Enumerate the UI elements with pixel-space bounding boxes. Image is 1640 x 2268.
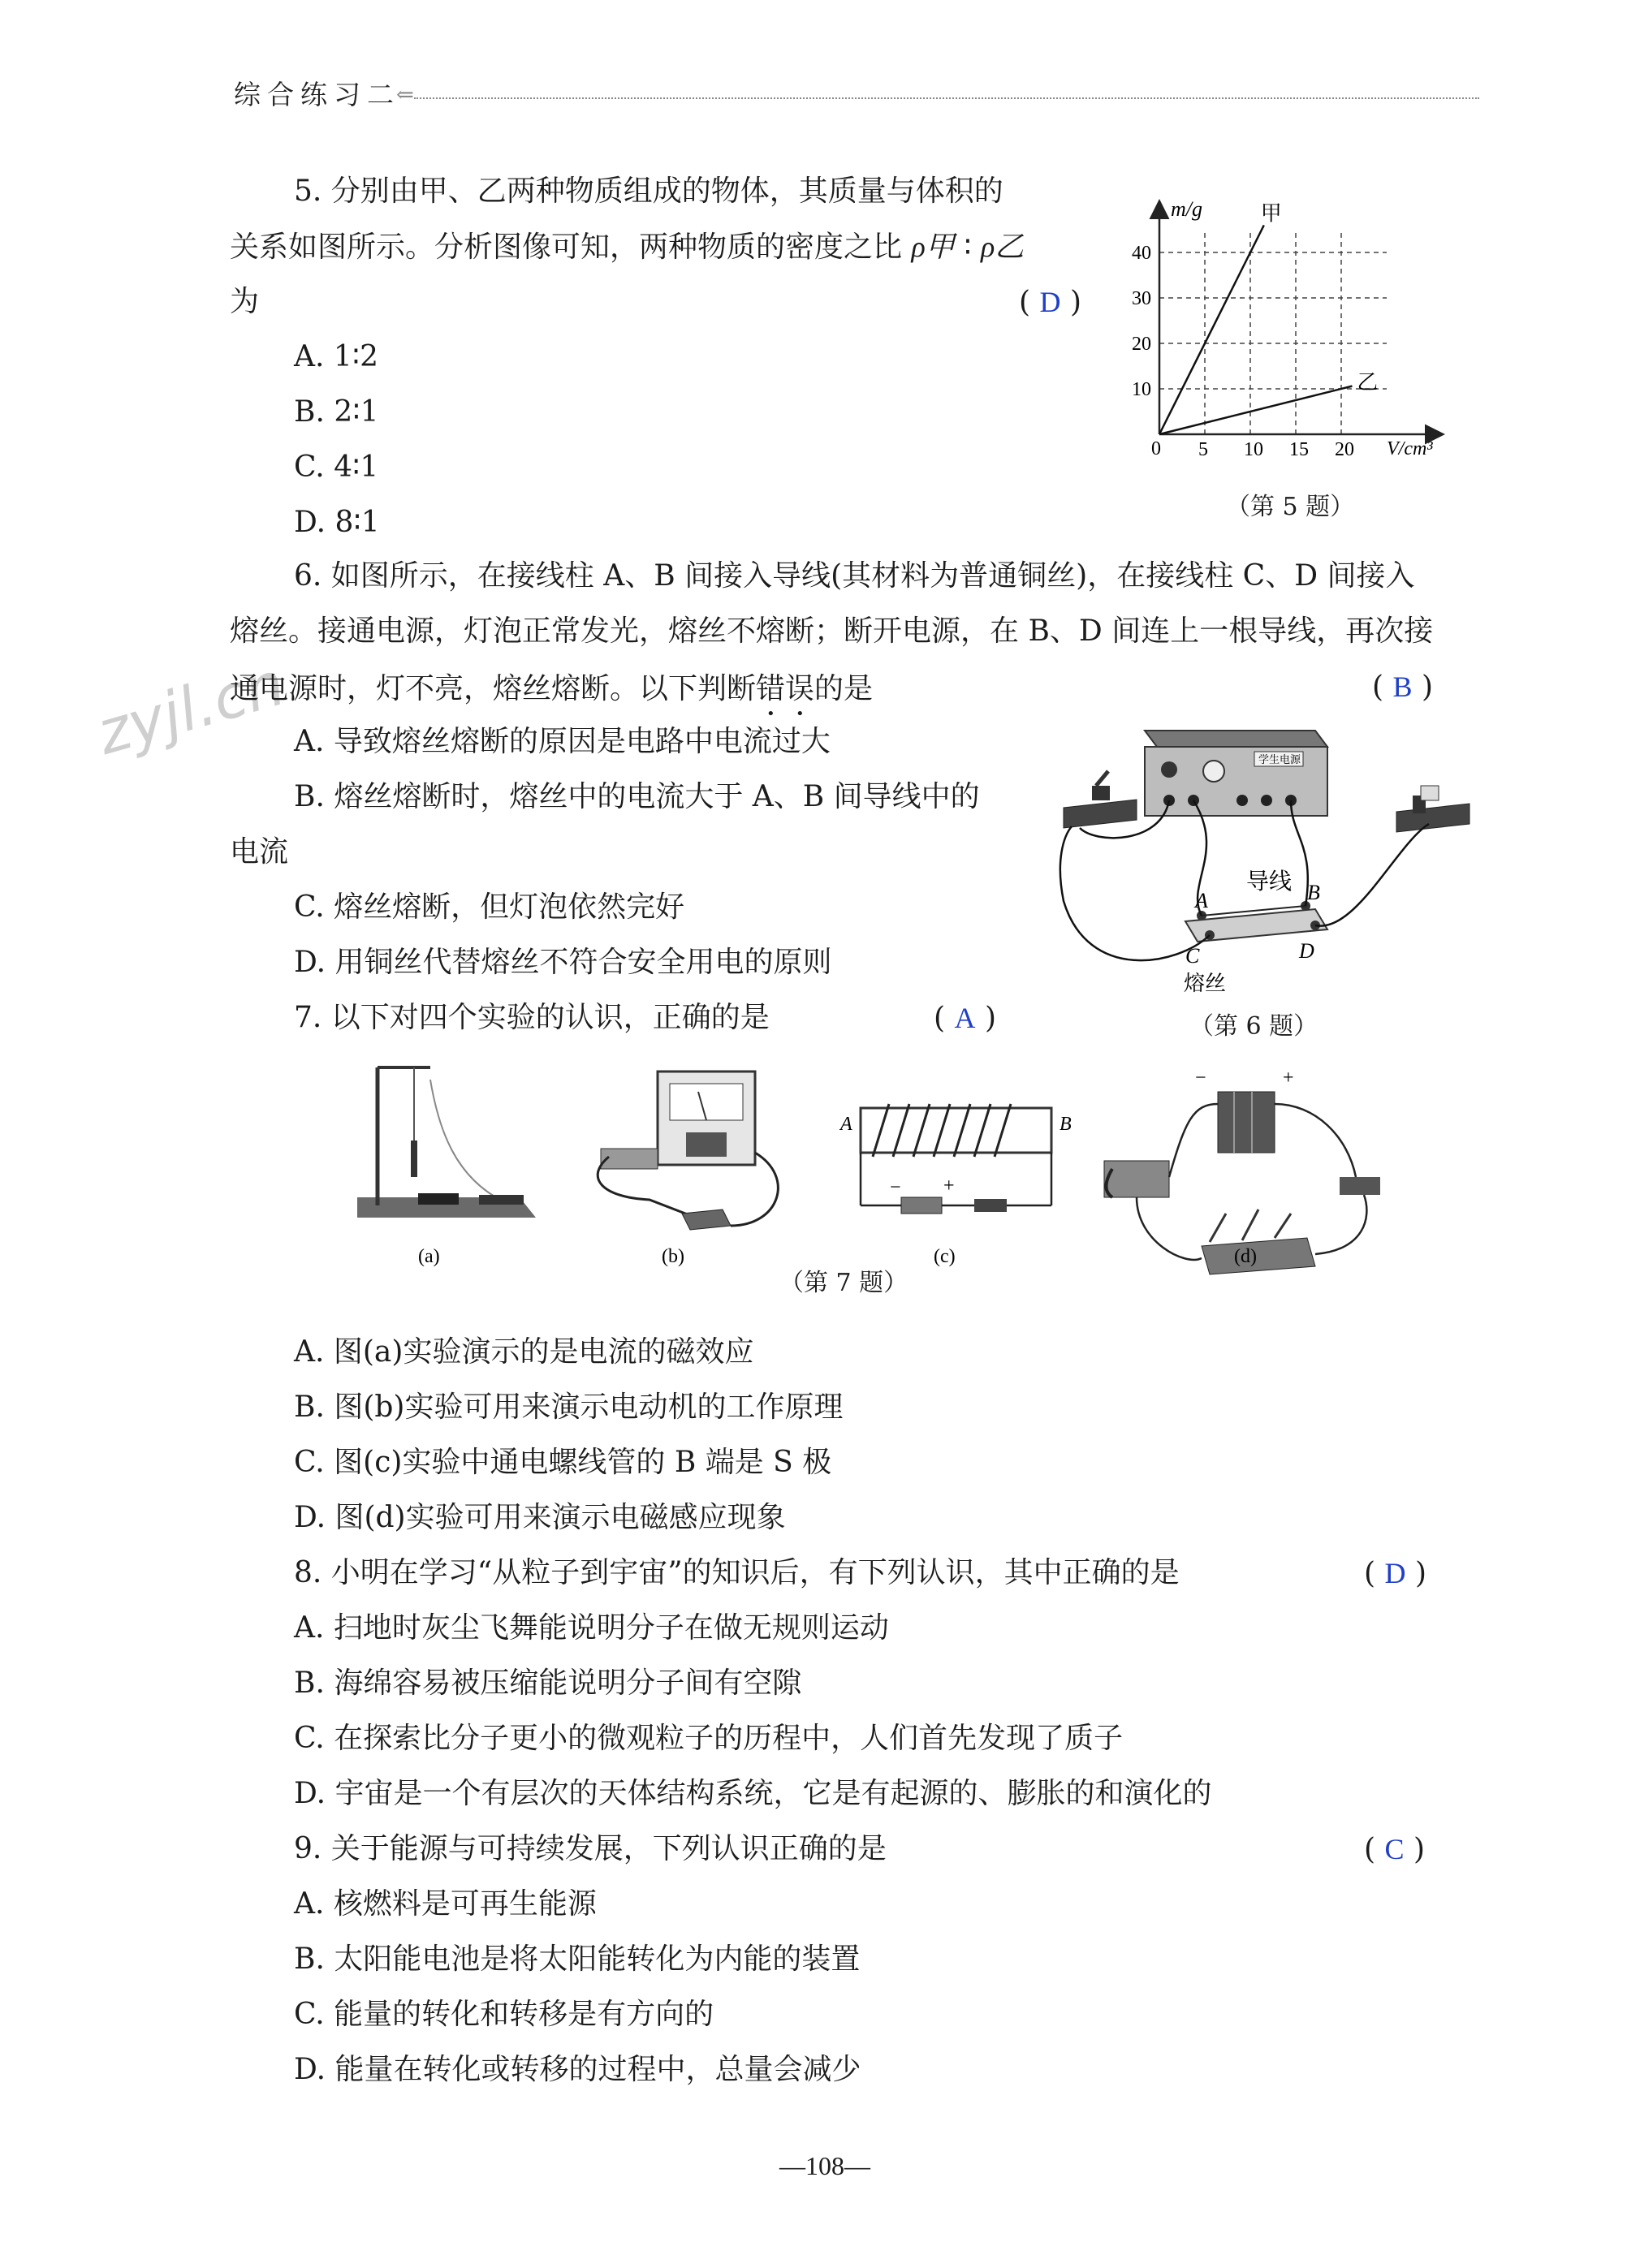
q8-answer-bracket: ( D ): [1364, 1557, 1426, 1590]
q7-option-b: B. 图(b)实验可用来演示电动机的工作原理: [294, 1391, 844, 1424]
q5-line2: 关系如图所示。分析图像可知，两种物质的密度之比 ρ甲 ∶ ρ乙: [230, 231, 1025, 264]
fuse-label: 熔丝: [1184, 972, 1227, 995]
q6-line2: 熔丝。接通电源，灯泡正常发光，熔丝不熔断；断开电源，在 B、D 间连上一根导线，再次接: [230, 614, 1434, 648]
y-tick-label-0: 10: [1132, 379, 1151, 400]
q5-option-c: C. 4∶1: [294, 451, 379, 484]
coil-b-label: B: [1060, 1114, 1072, 1135]
y-tick-label-2: 30: [1132, 288, 1151, 309]
figure-b: [598, 1071, 778, 1230]
page-number: —108—: [779, 2151, 870, 2180]
q9-stem: 9. 关于能源与可持续发展，下列认识正确的是: [294, 1832, 887, 1865]
chart-grid: [1159, 230, 1387, 434]
q6-option-b: B. 熔丝熔断时，熔丝中的电流大于 A、B 间导线中的: [294, 780, 980, 813]
q5-colon: ∶: [964, 231, 972, 264]
d-minus-label: −: [1195, 1067, 1206, 1089]
c-plus-label: +: [943, 1175, 955, 1197]
q8-stem: 8. 小明在学习“从粒子到宇宙”的知识后，有下列认识，其中正确的是: [294, 1556, 1180, 1589]
q5-line3: 为: [230, 285, 260, 318]
q6-line1: 6. 如图所示，在接线柱 A、B 间接入导线(其材料为普通铜丝)，在接线柱 C、D 间接入: [294, 559, 1415, 593]
q7-caption: （第 7 题）: [779, 1269, 908, 1297]
x-axis-label: V/cm³: [1387, 438, 1433, 459]
q5-option-b: B. 2∶1: [294, 395, 379, 429]
q8-answer: D: [1384, 1557, 1406, 1589]
terminal-c: C: [1185, 944, 1200, 968]
d-plus-label: +: [1283, 1067, 1294, 1089]
y-tick-label-3: 40: [1132, 243, 1151, 264]
q6-answer-bracket: ( B ): [1372, 670, 1434, 704]
x-tick-label-0: 5: [1198, 439, 1208, 460]
q8-option-b: B. 海绵容易被压缩能说明分子间有空隙: [294, 1667, 802, 1700]
q9-option-d: D. 能量在转化或转移的过程中，总量会减少: [294, 2053, 861, 2086]
q6-option-b-cont: 电流: [230, 835, 289, 869]
terminal-b: B: [1307, 881, 1320, 904]
series-label-0: 甲: [1260, 201, 1282, 226]
q6-figure: [1047, 722, 1486, 998]
coil-a-label: A: [840, 1114, 852, 1135]
power-supply-label: 学生电源: [1258, 753, 1301, 765]
x-tick-label-2: 15: [1289, 439, 1309, 460]
q7-option-c: C. 图(c)实验中通电螺线管的 B 端是 S 极: [294, 1446, 832, 1479]
q7-figures: [341, 1055, 1461, 1299]
series-line-0: [1159, 225, 1264, 434]
q6-answer: B: [1392, 670, 1413, 703]
q6-option-d: D. 用铜丝代替熔丝不符合安全用电的原则: [294, 946, 832, 979]
q5-caption: （第 5 题）: [1226, 493, 1355, 521]
label-b: (b): [662, 1246, 684, 1267]
terminal-d: D: [1299, 939, 1314, 963]
q8-option-c: C. 在探索比分子更小的微观粒子的历程中，人们首先发现了质子: [294, 1722, 1124, 1755]
q9-option-a: A. 核燃料是可再生能源: [294, 1887, 597, 1921]
q6-line3: 通电源时，灯不亮，熔丝熔断。以下判断错误的是: [230, 672, 874, 705]
q5-answer-bracket: ( D ): [1019, 286, 1081, 319]
q5-rho2: ρ乙: [981, 231, 1025, 263]
q7-answer-bracket: ( A ): [934, 1002, 996, 1035]
wire-label: 导线: [1246, 869, 1293, 895]
q5-option-d: D. 8∶1: [294, 506, 380, 539]
c-minus-label: −: [890, 1177, 901, 1198]
figure-a: [357, 1067, 536, 1218]
q5-rho1: ρ甲: [911, 231, 955, 263]
q6-emphasis: 错误: [756, 672, 815, 705]
q8-option-a: A. 扫地时灰尘飞舞能说明分子在做无规则运动: [294, 1611, 889, 1645]
x-tick-label-3: 20: [1335, 439, 1354, 460]
q5-option-a: A. 1∶2: [294, 340, 379, 373]
origin-label: 0: [1151, 438, 1161, 459]
header-rule: [414, 97, 1479, 99]
series-line-1: [1159, 386, 1352, 434]
q6-option-a: A. 导致熔丝熔断的原因是电路中电流过大: [294, 725, 831, 758]
watermark: zyjl.cn: [89, 649, 292, 769]
header-title: 综合练习二: [234, 79, 400, 110]
terminal-a: A: [1195, 889, 1208, 912]
series-label-1: 乙: [1357, 370, 1379, 395]
q7-option-d: D. 图(d)实验可用来演示电磁感应现象: [294, 1501, 786, 1534]
q7-stem: 7. 以下对四个实验的认识，正确的是: [294, 1001, 770, 1034]
figure-c: [839, 1104, 1072, 1214]
x-tick-label-1: 10: [1244, 439, 1263, 460]
q5-line1: 5. 分别由甲、乙两种物质组成的物体，其质量与体积的: [294, 175, 1003, 208]
q7-answer: A: [954, 1002, 976, 1034]
y-axis-label: m/g: [1171, 197, 1202, 221]
q8-option-d: D. 宇宙是一个有层次的天体结构系统，它是有起源的、膨胀的和演化的: [294, 1777, 1212, 1810]
label-a: (a): [418, 1246, 440, 1267]
q5-chart: [1120, 187, 1461, 479]
label-d: (d): [1234, 1246, 1257, 1267]
q6-option-c: C. 熔丝熔断，但灯泡依然完好: [294, 890, 685, 924]
q9-option-c: C. 能量的转化和转移是有方向的: [294, 1998, 714, 2031]
header-arrow: ⇐: [396, 83, 414, 107]
y-tick-label-1: 20: [1132, 334, 1151, 355]
q9-answer: C: [1384, 1833, 1405, 1865]
q7-option-a: A. 图(a)实验演示的是电流的磁效应: [294, 1335, 754, 1369]
q9-option-b: B. 太阳能电池是将太阳能转化为内能的装置: [294, 1942, 861, 1976]
label-c: (c): [934, 1246, 956, 1267]
q5-answer: D: [1039, 286, 1061, 318]
figure-d: [1104, 1067, 1380, 1274]
q6-caption: （第 6 题）: [1189, 1012, 1318, 1041]
q9-answer-bracket: ( C ): [1364, 1833, 1426, 1866]
